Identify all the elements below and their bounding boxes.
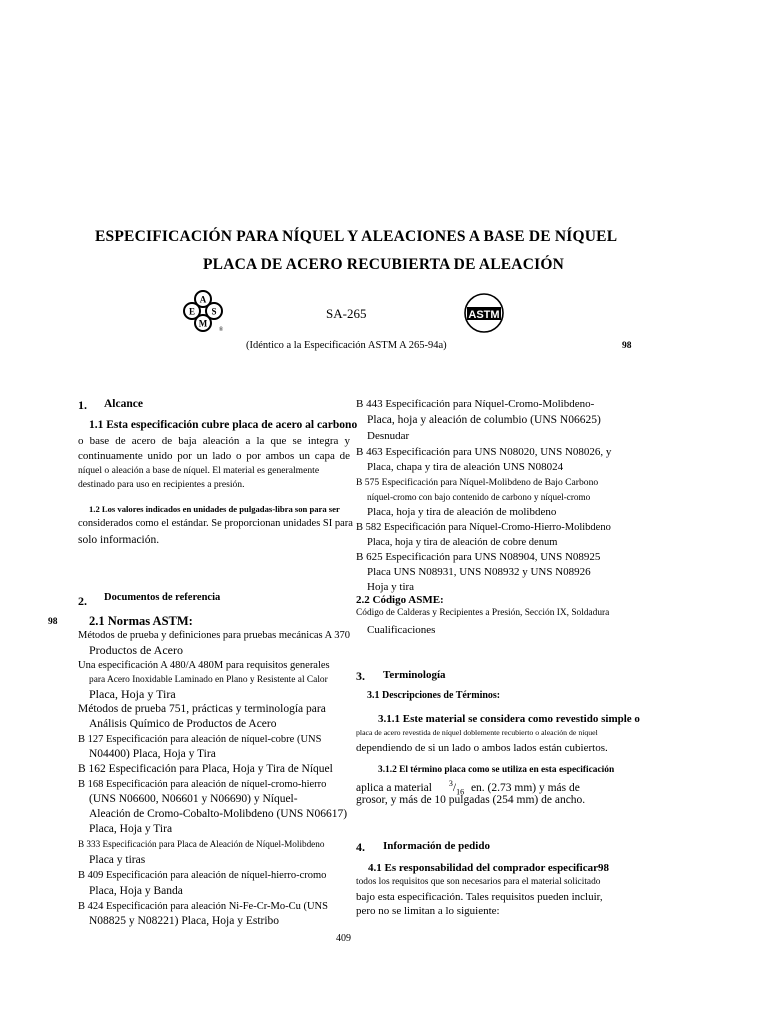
reference-line: Placa, hoja y tira de aleación de molibdeno (367, 506, 557, 518)
reference-line: B 409 Especificación para aleación de níquel-hierro-cromo (78, 870, 327, 881)
astm-reference-list-right (356, 396, 646, 595)
fraction-numerator: 3 (448, 779, 453, 788)
reference-line: Análisis Químico de Productos de Acero (89, 718, 277, 730)
s3-heading-num: 3. (356, 669, 365, 683)
s4-heading: Información de pedido (383, 840, 490, 852)
logo-reg-mark: ® (218, 327, 224, 333)
reference-line: Aleación de Cromo-Cobalto-Molibdeno (UNS N06617) (89, 808, 348, 820)
p41-line-4: pero no se limitan a lo siguiente: (356, 905, 500, 917)
reference-line: Placa, hoja y aleación de columbio (UNS N06625) (367, 414, 601, 426)
s22-heading: 2.2 Código ASME: (356, 594, 444, 606)
reference-line: Placa, Hoja y Tira (89, 823, 173, 835)
reference-line: B 575 Especificación para Níquel-Molibdeno de Bajo Carbono (356, 477, 599, 488)
s21-heading: 2.1 Normas ASTM: (89, 614, 193, 628)
reference-line: Placa, Hoja y Banda (89, 885, 183, 897)
reference-line: B 168 Especificación para aleación de níquel-cromo-hierro (78, 779, 327, 790)
reference-line: Placa UNS N08931, UNS N08932 y UNS N08926 (367, 566, 591, 578)
reference-line: Métodos de prueba y definiciones para pruebas mecánicas A 370 (78, 630, 351, 641)
p11-line: destinado para uso en recipientes a presión. (78, 478, 245, 490)
s22-line-2: Cualificaciones (367, 624, 436, 636)
title-line-1: ESPECIFICACIÓN PARA NÍQUEL Y ALEACIONES A BASE DE NÍQUEL (95, 228, 618, 245)
s3-heading: Terminología (383, 669, 446, 681)
reference-line: B 162 Especificación para Placa, Hoja y Tira de Níquel (78, 763, 333, 775)
margin-year-left: 98 (48, 617, 58, 627)
identical-note: (Idéntico a la Especificación ASTM A 265-94a) (246, 340, 447, 351)
page-number: 409 (336, 933, 351, 944)
reference-line: Placa, chapa y tira de aleación UNS N08024 (367, 461, 564, 473)
title-line-2: PLACA DE ACERO RECUBIERTA DE ALEACIÓN (203, 256, 564, 273)
p41-line-3: bajo esta especificación. Tales requisitos pueden incluir, (356, 891, 603, 903)
p311-line-3: dependiendo de si un lado o ambos lados están cubiertos. (356, 742, 608, 754)
reference-line: Placa y tiras (89, 854, 146, 866)
reference-line: B 333 Especificación para Placa de Aleación de Níquel-Molibdeno (78, 839, 325, 849)
p41-line-2: todos los requisitos que son necesarios para el material solicitado (356, 877, 601, 887)
s4-heading-num: 4. (356, 840, 365, 854)
reference-line: Placa, Hoja y Tira (89, 687, 176, 701)
s1-heading-num: 1. (78, 398, 87, 412)
p312-text-b: en. (2.73 mm) y más de (470, 781, 580, 794)
logo-letter-s: S (211, 306, 217, 317)
paragraph-1-2 (78, 502, 353, 548)
logo-letter-e: E (188, 306, 196, 317)
logo-astm-text: ASTM (468, 309, 500, 321)
reference-line: para Acero Inoxidable Laminado en Plano y Resistente al Calor (89, 675, 328, 685)
p12-line: 1.2 Los valores indicados en unidades de pulgadas-libra son para ser (89, 504, 340, 514)
reference-line: B 463 Especificación para UNS N08020, UNS N08026, y (356, 446, 612, 458)
p311-line-2: placa de acero revestida de níquel doblemente recubierto o aleación de níquel (356, 728, 598, 737)
astm-logo (462, 291, 506, 335)
fraction: $^3/_{16}$ (448, 779, 465, 797)
p11-line: níquel o aleación a base de níquel. El material es generalmente (78, 464, 320, 476)
p11-line: o base de acero de baja aleación a la que se integra y (78, 434, 350, 447)
reference-line: níquel-cromo con bajo contenido de carbono y níquel-cromo (367, 492, 591, 502)
s22-line-1: Código de Calderas y Recipientes a Presión, Sección IX, Soldadura (356, 608, 610, 618)
s2-heading: Documentos de referencia (104, 592, 221, 603)
asme-logo (183, 290, 227, 334)
reference-line: B 443 Especificación para Níquel-Cromo-Molibdeno- (356, 398, 595, 410)
p312-line-1: 3.1.2 El término placa como se utiliza en esta especificación (378, 765, 615, 775)
reference-line: B 582 Especificación para Níquel-Cromo-Hierro-Molibdeno (356, 522, 611, 533)
p312-text-a: aplica a material (356, 781, 432, 794)
p311-line-1: 3.1.1 Este material se considera como revestido simple o (378, 713, 640, 725)
reference-line: N04400) Placa, Hoja y Tira (89, 748, 216, 760)
s1-heading: Alcance (104, 398, 143, 410)
reference-line: Métodos de prueba 751, prácticas y terminología para (78, 703, 326, 715)
p11-line: continuamente unido por un lado o por ambos un capa de (78, 449, 350, 462)
logo-letter-a: A (199, 294, 207, 305)
s2-heading-num: 2. (78, 594, 87, 608)
p41-line-1: 4.1 Es responsabilidad del comprador especificar98 (368, 862, 609, 874)
reference-line: Desnudar (367, 430, 410, 442)
logo-letter-m: M (198, 318, 208, 329)
reference-line: Productos de Acero (89, 643, 183, 657)
reference-line: B 127 Especificación para aleación de níquel-cobre (UNS (78, 734, 322, 745)
p312-line-3: grosor, y más de 10 pulgadas (254 mm) de ancho. (356, 794, 586, 806)
reference-line: N08825 y N08221) Placa, Hoja y Estribo (89, 915, 280, 927)
spec-code: SA-265 (326, 306, 367, 321)
paragraph-1-1 (78, 418, 358, 492)
reference-line: Placa, hoja y tira de aleación de cobre denum (367, 537, 558, 548)
fraction-denominator: 16 (456, 787, 465, 797)
s31-heading: 3.1 Descripciones de Términos: (367, 690, 501, 701)
reference-line: Una especificación A 480/A 480M para requisitos generales (78, 660, 330, 671)
reference-line: Hoja y tira (367, 581, 415, 593)
p12-line: considerados como el estándar. Se proporcionan unidades SI para (78, 518, 353, 529)
p11-line: 1.1 Esta especificación cubre placa de acero al carbono (89, 419, 358, 431)
reference-line: B 424 Especificación para aleación Ni-Fe-Cr-Mo-Cu (UNS (78, 901, 328, 912)
p12-line: solo información. (78, 534, 160, 546)
reference-line: (UNS N06600, N06601 y N06690) y Níquel- (89, 793, 298, 805)
astm-reference-list-left (78, 628, 360, 929)
reference-line: B 625 Especificación para UNS N08904, UNS N08925 (356, 551, 601, 563)
margin-year-right: 98 (622, 341, 632, 351)
